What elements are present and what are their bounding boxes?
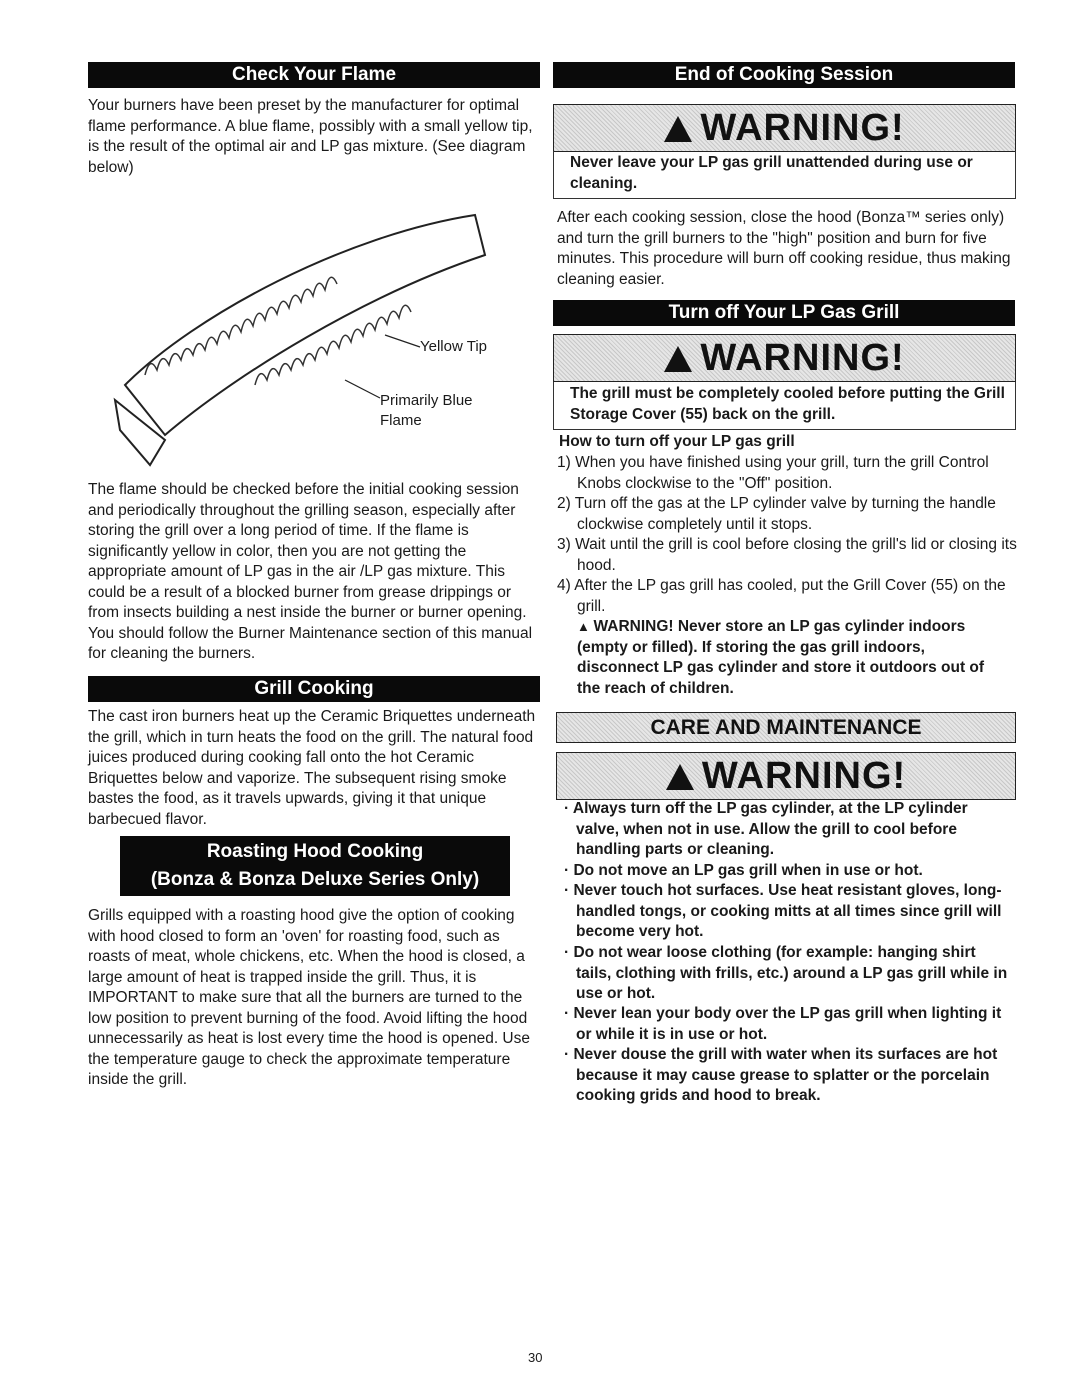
care-maintenance-banner: CARE AND MAINTENANCE — [556, 712, 1016, 743]
care-bullet: · Never touch hot surfaces. Use heat resistant gloves, long-handled tongs, or cooking mitts at all times since grill will become very hot. — [564, 882, 1002, 940]
roasting-text: Grills equipped with a roasting hood give the option of cooking with hood closed to form an 'oven' for roasting food, such as roasts of meat, whole chickens, etc. When the hood is closed, a large amount of heat is trapped inside the grill. Thus, it is IMPORTANT to make sure that all the burners are turned to the low position to prevent burning of the food. Avoid lifting the hood unnecessarily as heat is lost every time the hood is opened. Use the temperature gauge to check the approximate temperature inside the grill. — [88, 907, 530, 1088]
step-item: 4) After the LP gas grill has cooled, put the Grill Cover (55) on the grill. — [557, 577, 1006, 615]
warning-triangle-icon — [666, 764, 694, 790]
bullet-text: Do not move an LP gas grill when in use or hot. — [573, 862, 923, 879]
care-bullet: · Do not move an LP gas grill when in use or hot. — [564, 862, 923, 879]
turn-off-header: Turn off Your LP Gas Grill — [553, 300, 1015, 326]
warning-text: Never leave your LP gas grill unattended during use or cleaning. — [553, 151, 1016, 199]
warning-banner — [556, 752, 1016, 800]
warning-label: WARNING! — [700, 337, 905, 379]
end-session-header: End of Cooking Session — [553, 62, 1015, 88]
bullet-text: Do not wear loose clothing (for example: hanging shirt tails, clothing with frills, etc.) around a LP gas grill while in use or hot. — [573, 944, 1008, 1002]
grill-cooking-text: The cast iron burners heat up the Ceramic Briquettes underneath the grill, which in turn heats the food on the grill. The natural food juices produced during cooking fall onto the hot Ceramic Briquettes below and vaporize. The subsequent rising smoke bastes the food, as it travels upwards, giving it that unique barbecued flavor. — [88, 708, 536, 828]
bullet-text: Always turn off the LP gas cylinder, at the LP cylinder valve, when not in use. Allow the grill to cool before handling parts or cleaning. — [572, 800, 968, 858]
check-flame-text: Your burners have been preset by the manufacturer for optimal flame performance. A blue flame, possibly with a small yellow tip, is the result of the optimal air and LP gas mixture. (See diagram below) — [88, 97, 533, 176]
storage-warning: ▲ WARNING! Never store an LP gas cylinder indoors (empty or filled). If storing the gas grill indoors, disconnect LP gas cylinder and store it outdoors out of the reach of children. — [577, 618, 985, 697]
warning-triangle-icon — [664, 116, 692, 142]
care-bullet: · Never lean your body over the LP gas grill when lighting it or while it is in use or hot. — [564, 1005, 1002, 1043]
end-session-text: After each cooking session, close the hood (Bonza™ series only) and turn the grill burners to the "high" position and burn for five minutes. This procedure will burn off cooking residue, thus making cleaning easier. — [557, 209, 1011, 288]
storage-warning-text: WARNING! Never store an LP gas cylinder indoors (empty or filled). If storing the gas grill indoors, disconnect LP gas cylinder and store it outdoors out of the reach of children. — [577, 618, 985, 697]
care-bullet: · Do not wear loose clothing (for example: hanging shirt tails, clothing with frills, etc.) around a LP gas grill while in use or hot. — [564, 944, 1008, 1002]
warning-triangle-icon — [664, 346, 692, 372]
step-item: 1) When you have finished using your grill, turn the grill Control Knobs clockwise to the "Off" position. — [557, 454, 989, 492]
blue-flame-label: Primarily Blue Flame — [380, 392, 473, 429]
check-flame-header: Check Your Flame — [88, 62, 540, 88]
warning-text: The grill must be completely cooled before putting the Grill Storage Cover (55) back on the grill. — [553, 382, 1016, 430]
bullet-text: Never touch hot surfaces. Use heat resistant gloves, long-handled tongs, or cooking mitts at all times since grill will become very hot. — [573, 882, 1002, 940]
care-bullet: · Always turn off the LP gas cylinder, at the LP cylinder valve, when not in use. Allow the grill to cool before handling parts or cleaning. — [564, 800, 968, 858]
step-item: 2) Turn off the gas at the LP cylinder valve by turning the handle clockwise completely until it stops. — [557, 495, 996, 533]
bullet-text: Never douse the grill with water when its surfaces are hot because it may cause grease to splatter or the porcelain cooking grids and hood to break. — [573, 1046, 998, 1104]
roasting-header — [120, 836, 510, 896]
care-bullet: · Never douse the grill with water when its surfaces are hot because it may cause grease to splatter or the porcelain cooking grids and hood to break. — [564, 1046, 998, 1104]
grill-cooking-header: Grill Cooking — [88, 676, 540, 702]
bullet-text: Never lean your body over the LP gas grill when lighting it or while it is in use or hot. — [573, 1005, 1002, 1043]
roasting-subtitle: (Bonza & Bonza Deluxe Series Only) — [150, 869, 480, 890]
warning-label: WARNING! — [700, 107, 905, 149]
roasting-title: Roasting Hood Cooking — [206, 841, 424, 862]
flame-check-text: The flame should be checked before the initial cooking session and periodically throughout the grilling season, especially after storing the grill over a long period of time. If the flame is significantly yellow in color, then you are not getting the appropriate amount of LP gas in the air /LP gas mixture. This could be a result of a blocked burner from grease drippings or from insects building a nest inside the burner or burner opening. You should follow the Burner Maintenance section of this manual for cleaning the burners. — [88, 481, 533, 662]
page-number: 30 — [528, 1350, 543, 1365]
yellow-tip-label: Yellow Tip — [420, 338, 487, 355]
warning-banner — [553, 334, 1016, 382]
warning-label: WARNING! — [701, 755, 907, 797]
step-item: 3) Wait until the grill is cool before closing the grill's lid or closing its hood. — [557, 536, 1017, 574]
burner-flame-diagram — [105, 185, 505, 475]
turn-off-subhead: How to turn off your LP gas grill — [559, 433, 795, 450]
warning-banner — [553, 104, 1016, 152]
